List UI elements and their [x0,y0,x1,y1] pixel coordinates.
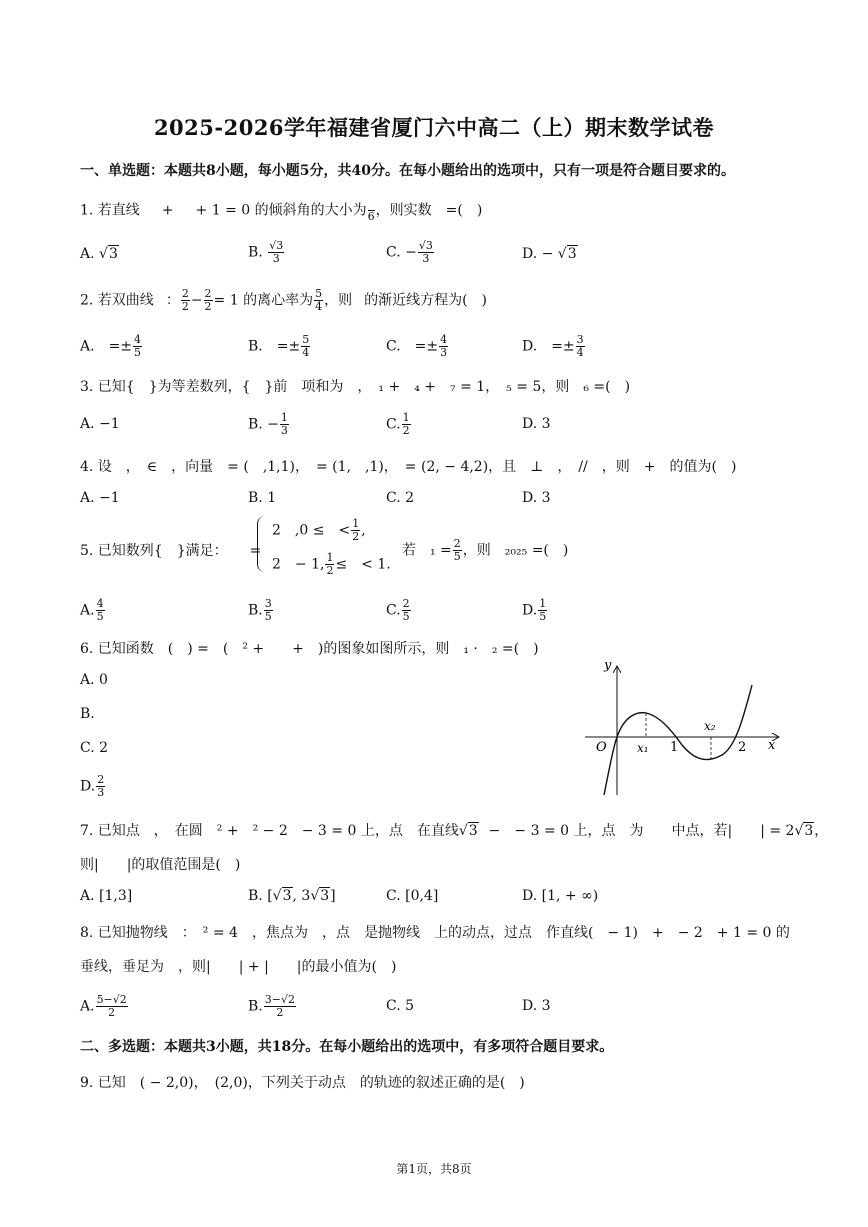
question-6: 6. 已知函数 ( ) = ( ² + + )的图象如图所示，则 ₁ · ₂ =( ) [80,641,539,657]
q5-b-num: 3 [264,597,272,610]
q2-colon: ： [165,292,180,309]
q1-a-value: 3 [108,246,118,262]
q2-d-eq: =± [551,338,575,355]
graph-y-label: y [604,658,612,673]
q1-stem-end: =( ) [445,202,483,219]
q8-option-d: D. 3 [522,998,551,1014]
q2-b-eq: =± [276,338,301,355]
q2-option-b [248,334,311,359]
q5-case2-num: 1 [326,551,334,564]
q2-frac2 [204,288,213,313]
page-footer: 第1页，共8页 [396,1162,472,1176]
q5-stem-tail [402,538,568,563]
q5-case2-b: ≤ < 1. [335,556,391,573]
q2-minus: − [190,292,203,309]
q2-a-eq: =± [108,338,133,355]
q1-d-label: D. − [522,246,554,262]
q5-case1-a: 2 ,0 ≤ < [272,522,351,539]
graph-tick-2: 2 [738,740,747,755]
q8-option-b [248,994,297,1019]
q2-e-den: 4 [315,300,323,314]
q3-c-label: C. [386,416,401,433]
q8-b-den: 2 [276,1006,284,1020]
q5-eq: = [249,543,262,559]
q1-c-den: 3 [422,252,430,266]
q6-d-den: 3 [97,786,105,800]
q1-option-a: A. √3 [80,246,118,262]
page-title: 2025-2026学年福建省厦门六中高二（上）期末数学试卷 [153,115,715,140]
q1-option-c [386,240,435,265]
q5-init-den: 5 [453,550,461,564]
q1-c-num: √3 [418,239,433,252]
q3-b-num: 1 [280,411,288,424]
q5-case1-b: , [361,522,366,539]
q2-option-d [522,334,586,359]
q2-f2d: 2 [204,300,212,314]
q7-stem-a: 7. 已知点 ， 在圆 ² + ² − 2 − 3 = 0 上，点 在直线 [80,823,459,839]
q2-d-num: 3 [576,333,584,346]
question-8: 8. 已知抛物线 ： ² = 4 ，焦点为 ，点 是抛物线 上的动点，过点 作直线( − 1) + − 2 + 1 = 0 的 [80,925,790,941]
q2-b-num: 5 [302,333,310,346]
q1-c-label: C. − [386,244,417,261]
q7-b-label: B. [ [248,888,273,904]
q1-option-b [248,240,285,265]
q1-d-value: 3 [567,246,577,262]
q7-b-mid: , 3 [292,888,311,904]
graph-tick-1: 1 [670,740,679,755]
question-5-stem [80,540,261,560]
q3-b-den: 3 [280,424,288,438]
q1-b-num: √3 [269,239,284,252]
question-8-line2: 垂线，垂足为 ，则| | + | |的最小值为( ) [80,959,397,975]
q8-a-den: 2 [108,1006,116,1020]
q6-d-label: D. [80,778,96,795]
q2-c-eq: =± [414,338,439,355]
q3-option-c [386,412,412,437]
q3-b-label: B. − [248,416,279,433]
section-heading-multi-choice: 二、多选题：本题共3小题，共18分。在每小题给出的选项中，有多项符合题目要求。 [80,1039,614,1055]
q8-b-label: B. [248,998,263,1015]
q2-stem-d: ，则 [324,292,353,309]
q8-option-a [80,994,129,1019]
q2-f1: 2 [181,287,189,300]
q2-e-num: 5 [315,287,323,300]
q1-stem-tail: ，则实数 [375,202,432,219]
q1-plus: + [161,202,174,219]
q2-frac1 [181,288,190,313]
q4-option-b: B. 1 [248,490,277,506]
q5-b-label: B. [248,602,263,619]
q5-case2-den: 2 [326,564,334,578]
q1-stem-angle: + 1 = 0 的倾斜角的大小为 [195,202,367,219]
q3-option-b [248,412,290,437]
q2-stem: 2. 若双曲线 [80,292,154,309]
q2-stem-ecc: = 1 的离心率为 [213,292,314,309]
q2-d-den: 4 [576,346,584,360]
q5-d-num: 1 [539,597,547,610]
q1-stem: 1. 若直线 [80,202,140,219]
q5-a-label: A. [80,602,95,619]
q1-a-label: A. [80,246,95,262]
q2-d-label: D. [522,338,538,355]
q7-b-s1: 3 [282,888,292,904]
q5-a-den: 5 [96,610,104,624]
q5-option-c [386,598,412,623]
q5-case1-den: 2 [352,530,360,544]
q6-function-graph [580,655,790,800]
q8-a-num: 5−√2 [96,993,127,1006]
q5-c-num: 2 [402,597,410,610]
q7-stem-c: ， [814,823,829,839]
q3-option-a: A. −1 [80,416,120,432]
q2-a-den: 5 [134,346,142,360]
q8-b-num: 3−√2 [264,993,295,1006]
q5-stem-c: ，则 ₂₀₂₅ =( ) [462,542,569,559]
q5-option-d [522,598,548,623]
q5-case1-num: 1 [352,517,360,530]
q7-option-b: B. [√3, 3√3] [248,888,336,904]
graph-origin-label: O [596,740,607,755]
q8-a-label: A. [80,998,95,1015]
q5-c-label: C. [386,602,401,619]
q7-option-d: D. [1, + ∞) [522,888,599,904]
q2-b-den: 4 [302,346,310,360]
q2-b-label: B. [248,338,263,355]
q5-case-2 [272,552,391,577]
graph-x-label: x [768,738,776,753]
q2-a-num: 4 [134,333,142,346]
q7-stem-b: − − 3 = 0 上，点 为 中点，若| | = 2 [488,823,795,839]
q6-option-b: B. [80,706,95,722]
q2-stem-e: 的渐近线方程为( ) [364,292,488,309]
question-7-line2: 则| |的取值范围是( ) [80,857,241,873]
q2-a-label: A. [80,338,95,355]
q7-option-a: A. [1,3] [80,888,133,904]
q5-option-a [80,598,106,623]
q6-option-d [80,774,106,799]
q3-c-num: 1 [402,411,410,424]
question-1 [80,198,482,223]
q5-piecewise-brace [257,516,266,572]
question-4: 4. 设 ， ∈ ，向量 = ( ,1,1)， = (1, ,1)， = (2, − 4,2)，且 ⊥ ， // ，则 + 的值为( ) [80,459,737,475]
q5-b-den: 5 [264,610,272,624]
q4-option-a: A. −1 [80,490,120,506]
q2-f1d: 2 [181,300,189,314]
question-9: 9. 已知 ( − 2,0)， (2,0)，下列关于动点 的轨迹的叙述正确的是( ) [80,1075,525,1091]
q1-angle-fraction [368,198,375,223]
q6-d-num: 2 [97,773,105,786]
q5-case-1 [272,518,366,543]
q5-case2-a: 2 − 1, [272,556,325,573]
graph-x1-label: x₁ [637,741,649,755]
q1-b-label: B. [248,244,263,261]
q2-c-label: C. [386,338,401,355]
q6-option-c: C. 2 [80,740,109,756]
q8-option-c: C. 5 [386,998,415,1014]
q3-c-den: 2 [402,424,410,438]
question-7: 7. 已知点 ， 在圆 ² + ² − 2 − 3 = 0 上，点 在直线√3 − − 3 = 0 上，点 为 中点，若| | = 2√3， [80,823,829,839]
q2-ecc-frac [314,288,323,313]
q2-c-den: 3 [440,346,448,360]
section-heading-single-choice: 一、单选题：本题共8小题，每小题5分，共40分。在每小题给出的选项中，只有一项是符合题目要求的。 [80,163,735,179]
q3-option-d: D. 3 [522,416,551,432]
q4-option-d: D. 3 [522,490,551,506]
q2-f2: 2 [204,287,212,300]
q5-a-num: 4 [96,597,104,610]
q4-option-c: C. 2 [386,490,415,506]
q1-angle-den: 6 [367,210,375,224]
q6-option-a: A. 0 [80,672,108,688]
q5-stem-a: 5. 已知数列{ }满足： [80,543,228,559]
q5-c-den: 5 [402,610,410,624]
q5-d-den: 5 [539,610,547,624]
q7-option-c: C. [0,4] [386,888,439,904]
q5-init-num: 2 [453,537,461,550]
graph-x2-label: x₂ [704,719,716,733]
q1-option-d: D. − √3 [522,246,577,262]
q2-option-a [80,334,143,359]
q2-c-num: 4 [440,333,448,346]
q5-d-label: D. [522,602,538,619]
q5-option-b [248,598,274,623]
q7-sqrt-1: 3 [468,823,478,839]
q1-b-den: 3 [272,252,280,266]
q2-option-c [386,334,449,359]
q5-init: 若 ₁ = [402,542,452,559]
q7-sqrt-2: 3 [804,823,814,839]
question-3: 3. 已知{ }为等差数列，{ }前 项和为 ， ₁ + ₄ + ₇ = 1， ₅ = 5，则 ₆ =( ) [80,379,631,395]
question-2 [80,288,487,313]
q7-b-s2: 3 [320,888,330,904]
q7-b-end: ] [330,888,336,904]
